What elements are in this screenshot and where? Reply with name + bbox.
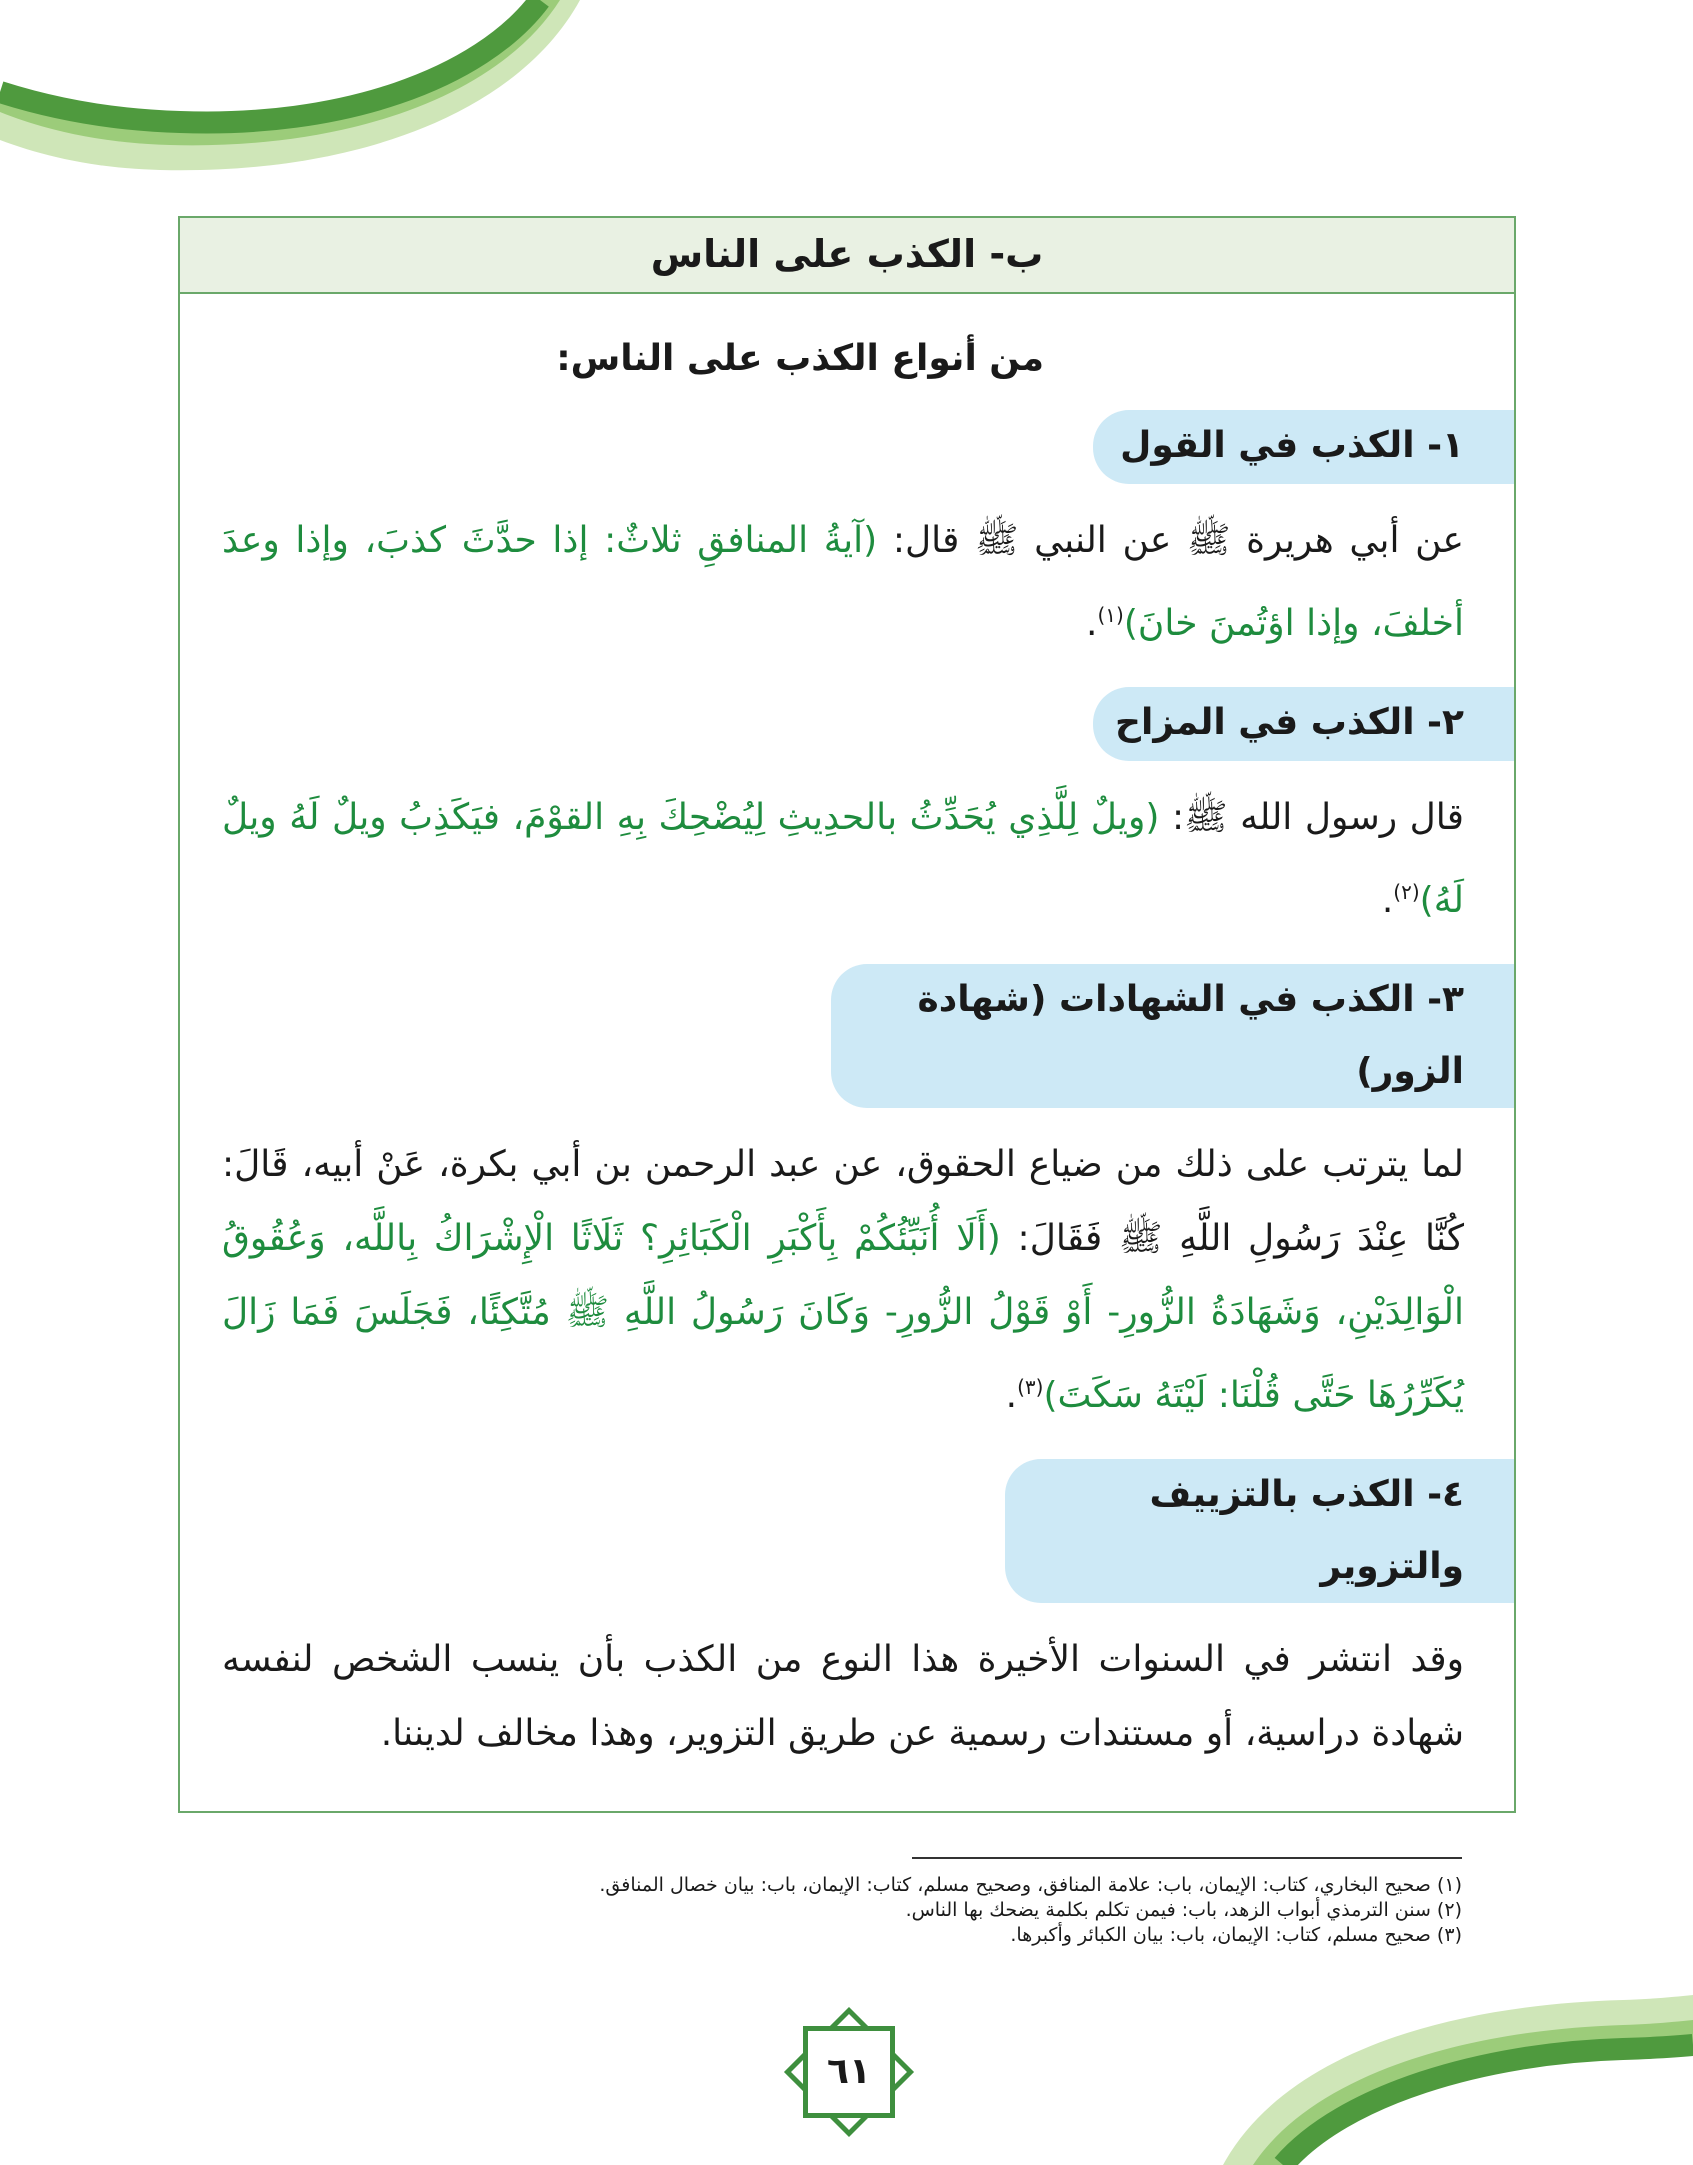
footnote-ref: (٢) bbox=[1393, 880, 1420, 904]
hadith-quote: (أَلَا أُنَبِّئُكُمْ بِأَكْبَرِ الْكَبَائِرِ؟ ثَلَاثًا الْإِشْرَاكُ بِاللَّه، وَعُقُوقُ الْوَالِدَيْنِ، وَشَهَادَةُ الزُّورِ- أَوْ قَوْلُ الزُّورِ- وَكَانَ رَسُولُ اللَّهِ ﷺ مُتَّكِئًا، فَجَلَسَ فَمَا زَالَ يُكَرِّرُهَا حَتَّى قُلْنَا: لَيْتَهُ سَكَتَ) bbox=[222, 1218, 1464, 1416]
intro-text: لما يترتب على ذلك من ضياع الحقوق، عن عبد الرحمن بن أبي بكرة، عَنْ أبيه، قَالَ: كُنَّا عِنْدَ رَسُولِ اللَّهِ ﷺ فَقَالَ: bbox=[222, 1144, 1465, 1259]
section-title: ب- الكذب على الناس bbox=[180, 218, 1514, 294]
footnote-2: (٢) سنن الترمذي أبواب الزهد، باب: فيمن تكلم بكلمة يضحك بها الناس. bbox=[905, 1899, 1462, 1921]
page-number: ٦١ bbox=[827, 2051, 871, 2092]
paragraph-1 bbox=[180, 504, 1514, 661]
footnotes bbox=[178, 1873, 1516, 1948]
paragraph-2 bbox=[180, 781, 1514, 938]
paragraph-4: وقد انتشر في السنوات الأخيرة هذا النوع من الكذب بأن ينسب الشخص لنفسه شهادة دراسية، أو مستندات رسمية عن طريق التزوير، وهذا مخالف لديننا. bbox=[222, 1639, 1464, 1754]
footnote-3: (٣) صحيح مسلم، كتاب: الإيمان، باب: بيان الكبائر وأكبرها. bbox=[1010, 1924, 1462, 1946]
period: . bbox=[1381, 880, 1394, 921]
top-left-decoration bbox=[0, 0, 600, 180]
bottom-right-decoration bbox=[1223, 1995, 1693, 2165]
hadith-quote: (آيةُ المنافقِ ثلاثٌ: إذا حدَّثَ كذبَ، وإذا وعدَ أخلفَ، وإذا اؤتُمنَ خانَ) bbox=[222, 520, 1464, 644]
heading-2: ٢- الكذب في المزاح bbox=[1093, 687, 1514, 761]
heading-3: ٣- الكذب في الشهادات (شهادة الزور) bbox=[831, 964, 1514, 1108]
footnote-1: (١) صحيح البخاري، كتاب: الإيمان، باب: علامة المنافق، وصحيح مسلم، كتاب: الإيمان، باب: بيان خصال المنافق. bbox=[599, 1874, 1462, 1896]
heading-1: ١- الكذب في القول bbox=[1093, 410, 1514, 484]
paragraph-3 bbox=[180, 1128, 1514, 1433]
period: . bbox=[1086, 603, 1098, 644]
period: . bbox=[1005, 1375, 1018, 1416]
hadith-quote: (ويلٌ لِلَّذِي يُحَدِّثُ بالحدِيثِ لِيُضْحِكَ بِهِ القوْمَ، فيَكَذِبُ ويلٌ لَهُ ويلٌ لَهُ) bbox=[222, 797, 1464, 921]
lesson-box bbox=[178, 216, 1516, 1813]
intro-text: عن أبي هريرة ﷺ عن النبي ﷺ قال: bbox=[877, 520, 1464, 561]
intro-text: قال رسول الله ﷺ: bbox=[1159, 797, 1464, 838]
heading-4: ٤- الكذب بالتزييف والتزوير bbox=[1005, 1459, 1514, 1603]
footnote-ref: (١) bbox=[1097, 603, 1124, 627]
footnote-ref: (٣) bbox=[1017, 1375, 1044, 1399]
footnote-divider bbox=[912, 1857, 1462, 1859]
page-content bbox=[178, 216, 1516, 1948]
subtitle: من أنواع الكذب على الناس: bbox=[556, 338, 1044, 379]
